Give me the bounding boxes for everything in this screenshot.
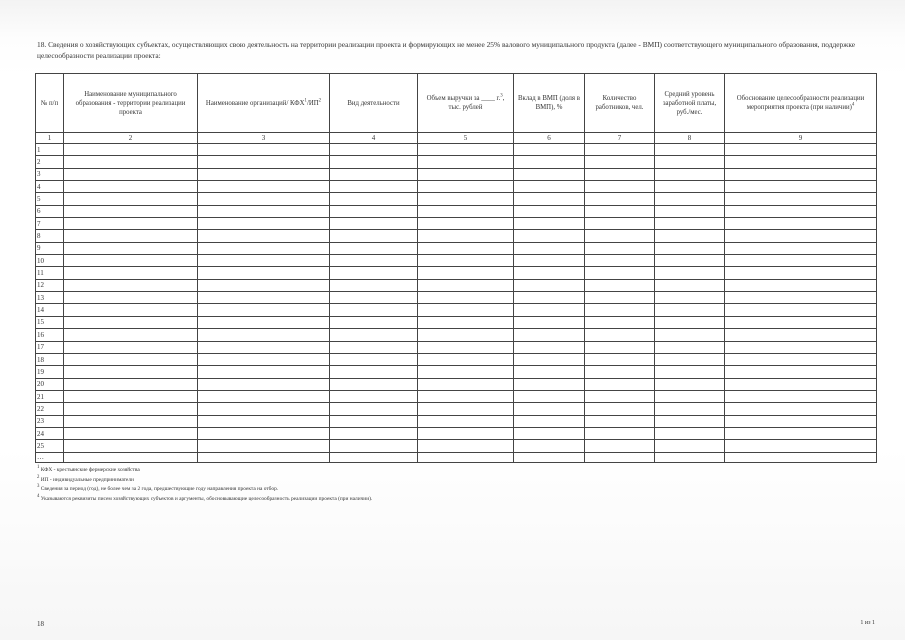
column-number: 8 [655,133,725,144]
row-number: 16 [36,329,64,341]
table-row [36,292,877,304]
table-cell [514,353,585,365]
table-cell [585,218,655,230]
row-number: 6 [36,205,64,217]
table-cell [418,329,514,341]
table-cell [418,316,514,328]
table-cell [198,218,330,230]
subjects-table [35,73,877,463]
row-number: 4 [36,181,64,193]
column-number: 5 [418,133,514,144]
table-cell [585,205,655,217]
table-cell [514,390,585,402]
table-cell [198,366,330,378]
table-row [36,403,877,415]
table-cell [64,230,198,242]
table-cell [585,341,655,353]
table-cell [725,279,877,291]
header-average-salary: Средний уровень заработной платы, руб./мес. [655,74,725,133]
table-cell [585,316,655,328]
table-cell [585,181,655,193]
table-cell [330,304,418,316]
table-cell [725,403,877,415]
row-number: 12 [36,279,64,291]
header-justification: Обоснование целесообразности реализации мероприятия проекта (при наличии)$^4$ [725,74,877,133]
table-cell [198,193,330,205]
table-cell [64,329,198,341]
table-row [36,156,877,168]
table-cell [418,168,514,180]
table-cell [418,242,514,254]
footnote: $^1$ КФХ - крестьянские фермерские хозяйства [37,465,140,473]
table-cell [198,452,330,462]
table-cell [725,341,877,353]
table-cell [725,415,877,427]
table-cell [64,390,198,402]
table-cell [418,378,514,390]
table-cell [725,193,877,205]
table-cell [64,316,198,328]
table-cell [330,156,418,168]
table-row [36,205,877,217]
table-cell [725,304,877,316]
table-row [36,427,877,439]
table-cell [585,427,655,439]
table-cell [418,415,514,427]
footnotes [37,466,857,504]
table-cell [418,193,514,205]
table-cell [514,415,585,427]
table-cell [514,292,585,304]
table-cell [655,230,725,242]
table-cell [198,144,330,156]
table-cell [514,205,585,217]
table-row [36,255,877,267]
table-cell [418,230,514,242]
table-cell [655,316,725,328]
table-cell [655,267,725,279]
table-cell [585,156,655,168]
header-employees: Количество работников, чел. [585,74,655,133]
row-number: 21 [36,390,64,402]
column-number: 4 [330,133,418,144]
table-cell [418,390,514,402]
table-row [36,390,877,402]
table-cell [64,341,198,353]
table-cell [198,427,330,439]
table-cell [655,181,725,193]
table-cell [198,292,330,304]
table-cell [514,341,585,353]
table-row [36,329,877,341]
table-cell [585,390,655,402]
table-cell [330,390,418,402]
column-number: 7 [585,133,655,144]
table-cell [725,156,877,168]
table-cell [330,366,418,378]
table-row [36,341,877,353]
table-cell [418,403,514,415]
table-cell [198,181,330,193]
table-cell [64,452,198,462]
table-cell [418,218,514,230]
table-cell [655,279,725,291]
table-cell [725,218,877,230]
table-cell [514,267,585,279]
table-cell [514,427,585,439]
table-cell [514,242,585,254]
table-cell [198,329,330,341]
row-number: 1 [36,144,64,156]
column-number: 2 [64,133,198,144]
table-cell [64,366,198,378]
table-cell [418,279,514,291]
table-cell [655,353,725,365]
row-number: 25 [36,440,64,452]
table-cell [198,156,330,168]
header-municipality: Наименование муниципального образования - территории реализации проекта [64,74,198,133]
table-cell [725,168,877,180]
table-cell [585,366,655,378]
table-cell [418,255,514,267]
column-number: 9 [725,133,877,144]
footnote: $^4$ Указываются реквизиты писем хозяйствующих субъектов и аргументы, обосновывающие целесообразность реализации проекта (при наличии). [37,493,373,502]
table-cell [514,168,585,180]
table-cell [198,353,330,365]
table-cell [514,255,585,267]
page-number: 18 [37,620,44,628]
row-number: 10 [36,255,64,267]
table-cell [725,242,877,254]
table-cell [585,193,655,205]
header-organization: Наименование организаций/ $КФХ^1/ИП^2$ [198,74,330,133]
table-cell [64,193,198,205]
row-number: 13 [36,292,64,304]
column-number: 6 [514,133,585,144]
table-cell [198,304,330,316]
table-cell [418,440,514,452]
table-cell [585,378,655,390]
table-cell [64,156,198,168]
table-cell [330,452,418,462]
row-number: 9 [36,242,64,254]
table-row [36,366,877,378]
table-row [36,279,877,291]
table-row [36,144,877,156]
table-cell [330,279,418,291]
table-cell [514,279,585,291]
table-cell [514,329,585,341]
table-cell [514,193,585,205]
table-cell [725,255,877,267]
table-row [36,304,877,316]
table-cell [198,390,330,402]
table-cell [418,341,514,353]
table-cell [655,255,725,267]
table-cell [418,144,514,156]
table-cell [418,292,514,304]
table-cell [198,440,330,452]
table-cell [655,415,725,427]
table-cell [655,242,725,254]
table-cell [198,230,330,242]
table-cell [514,440,585,452]
table-cell [585,403,655,415]
table-row [36,452,877,462]
table-row [36,218,877,230]
table-cell [725,452,877,462]
table-cell [725,316,877,328]
table-cell [725,144,877,156]
table-row [36,193,877,205]
table-cell [330,218,418,230]
table-cell [64,304,198,316]
table-cell [64,267,198,279]
table-cell [198,205,330,217]
table-cell [655,292,725,304]
table-cell [418,205,514,217]
table-cell [198,341,330,353]
table-cell [330,403,418,415]
table-cell [585,144,655,156]
table-cell [418,304,514,316]
table-cell [198,255,330,267]
table-cell [655,341,725,353]
row-number: 7 [36,218,64,230]
table-cell [330,341,418,353]
table-cell [585,353,655,365]
table-cell [198,415,330,427]
table-cell [585,230,655,242]
table-row [36,415,877,427]
table-cell [514,452,585,462]
table-cell [725,378,877,390]
table-cell [418,156,514,168]
table-cell [585,452,655,462]
table-cell [655,427,725,439]
table-cell [330,267,418,279]
table-cell [64,440,198,452]
row-number: … [36,452,64,462]
table-cell [64,403,198,415]
table-row [36,242,877,254]
table-header-row [36,74,877,133]
table-cell [655,390,725,402]
row-number: 2 [36,156,64,168]
table-cell [330,242,418,254]
table-cell [725,205,877,217]
row-number: 18 [36,353,64,365]
footnote: $^2$ ИП - индивидуальные предприниматели [37,474,134,483]
table-cell [64,168,198,180]
table-cell [330,316,418,328]
table-cell [585,267,655,279]
table-cell [655,378,725,390]
header-row-number: № п/п [36,74,64,133]
table-cell [330,329,418,341]
row-number: 20 [36,378,64,390]
table-cell [514,156,585,168]
table-cell [418,366,514,378]
column-number: 3 [198,133,330,144]
table-cell [330,144,418,156]
table-cell [655,218,725,230]
table-cell [64,255,198,267]
table-row [36,168,877,180]
table-cell [198,316,330,328]
table-cell [585,440,655,452]
table-cell [514,403,585,415]
table-cell [585,168,655,180]
row-number: 19 [36,366,64,378]
section-intro-text: 18. Сведения о хозяйствующих субъектах, осуществляющих свою деятельность на территории реализации проекта и формирующих не менее 25% валового муниципального продукта (далее - ВМП) соответствующего муниципального образования, поддержке целесообразности реализации проекта: [37,40,856,60]
table-cell [330,168,418,180]
table-cell [198,403,330,415]
table-cell [514,316,585,328]
table-cell [585,242,655,254]
table-cell [330,193,418,205]
table-cell [725,427,877,439]
row-number: 22 [36,403,64,415]
table-cell [514,304,585,316]
row-number: 8 [36,230,64,242]
table-cell [655,329,725,341]
page-count: 1 из 1 [860,620,875,626]
table-cell [655,156,725,168]
table-cell [330,415,418,427]
table-cell [655,366,725,378]
table-cell [514,378,585,390]
table-cell [725,267,877,279]
table-row [36,267,877,279]
table-cell [655,144,725,156]
table-cell [330,230,418,242]
table-cell [198,168,330,180]
row-number: 14 [36,304,64,316]
table-cell [64,292,198,304]
row-number: 17 [36,341,64,353]
table-cell [64,205,198,217]
table-cell [655,304,725,316]
table-cell [64,242,198,254]
table-cell [585,292,655,304]
column-number-row [36,133,877,144]
row-number: 11 [36,267,64,279]
table-cell [330,440,418,452]
table-cell [64,144,198,156]
table-cell [330,427,418,439]
table-cell [725,181,877,193]
table-cell [198,242,330,254]
row-number: 5 [36,193,64,205]
table-row [36,316,877,328]
table-row [36,378,877,390]
header-activity-type: Вид деятельности [330,74,418,133]
table-cell [725,440,877,452]
table-cell [198,267,330,279]
table-cell [585,415,655,427]
table-cell [585,279,655,291]
table-cell [64,279,198,291]
row-number: 3 [36,168,64,180]
table-cell [514,230,585,242]
table-cell [418,427,514,439]
row-number: 24 [36,427,64,439]
footnote: $^3$ Сведения за период (год), не более чем за 2 года, предшествующие году направления проекта на отбор. [37,484,279,492]
table-cell [418,452,514,462]
column-number: 1 [36,133,64,144]
table-cell [725,366,877,378]
table-cell [64,415,198,427]
table-cell [585,304,655,316]
table-cell [198,279,330,291]
table-cell [514,181,585,193]
table-cell [655,193,725,205]
header-revenue: Объем выручки за ____ г.$^3$, тыс. рублей [418,74,514,133]
table-cell [64,218,198,230]
table-row [36,440,877,452]
table-cell [64,181,198,193]
table-cell [330,292,418,304]
header-vmp-share: Вклад в ВМП (доля в ВМП), % [514,74,585,133]
table-row [36,181,877,193]
table-cell [418,181,514,193]
table-cell [330,353,418,365]
table-cell [655,440,725,452]
table-cell [514,366,585,378]
table-cell [198,378,330,390]
table-cell [725,353,877,365]
table-cell [725,390,877,402]
table-cell [330,181,418,193]
table-cell [514,218,585,230]
table-row [36,353,877,365]
table-row [36,230,877,242]
table-cell [64,353,198,365]
table-cell [725,329,877,341]
table-cell [725,292,877,304]
table-cell [418,267,514,279]
table-cell [655,403,725,415]
table-cell [514,144,585,156]
table-cell [725,230,877,242]
table-cell [330,205,418,217]
table-cell [655,205,725,217]
table-cell [330,255,418,267]
table-cell [330,378,418,390]
table-cell [655,452,725,462]
row-number: 23 [36,415,64,427]
table-cell [655,168,725,180]
table-cell [585,255,655,267]
table-cell [418,353,514,365]
table-cell [64,427,198,439]
table-cell [585,329,655,341]
table-cell [64,378,198,390]
row-number: 15 [36,316,64,328]
